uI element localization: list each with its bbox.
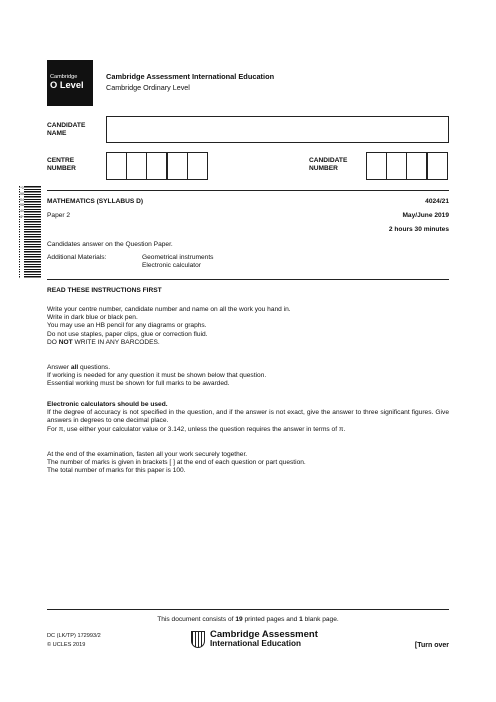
calculator-instructions — [47, 401, 449, 434]
logo-line-1: Cambridge — [50, 74, 78, 80]
cambridge-o-level-logo — [47, 60, 93, 106]
paper-number: Paper 2 — [47, 212, 71, 219]
qualification-name: Cambridge Ordinary Level — [106, 83, 190, 92]
exam-session: May/June 2019 — [402, 212, 449, 219]
candidate-digit-box[interactable] — [386, 152, 407, 180]
logo-line-2: O Level — [50, 80, 84, 91]
barcode-number: *0580498406* — [20, 186, 24, 279]
candidate-digit-box[interactable] — [366, 152, 387, 180]
candidate-number-boxes[interactable] — [366, 152, 448, 180]
cambridge-assessment-name: Cambridge Assessment — [210, 629, 318, 640]
material-item: Electronic calculator — [142, 262, 202, 270]
answer-on-paper-note: Candidates answer on the Question Paper. — [47, 241, 173, 248]
centre-digit-box[interactable] — [146, 152, 167, 180]
candidate-digit-box[interactable] — [406, 152, 427, 180]
cambridge-crest-icon — [191, 631, 205, 648]
centre-digit-box[interactable] — [167, 152, 188, 180]
candidate-digit-box[interactable] — [427, 152, 448, 180]
international-education-name: International Education — [210, 639, 301, 648]
document-reference: DC (LK/TP) 172993/2 — [47, 633, 101, 639]
instruction-line: If working is needed for any question it must be shown below that question. — [47, 372, 267, 380]
instructions-block-2 — [47, 364, 449, 389]
instruction-line: The total number of marks for this paper is 100. — [47, 467, 186, 475]
additional-materials-label: Additional Materials: — [47, 254, 107, 261]
turn-over-note: [Turn over — [414, 642, 449, 649]
paper-code: 4024/21 — [425, 198, 449, 205]
pi-instruction: For π, use either your calculator value or 3.142, unless the question requires the answer in terms of π. — [47, 425, 346, 433]
candidate-name-field[interactable] — [106, 116, 449, 143]
header-divider — [47, 190, 449, 191]
instruction-line: Write your centre number, candidate number and name on all the work you hand in. — [47, 306, 291, 313]
candidate-number-label: CANDIDATE NUMBER — [309, 157, 348, 173]
centre-digit-box[interactable] — [106, 152, 127, 180]
instruction-line: Write in dark blue or black pen. — [47, 314, 138, 322]
centre-digit-box[interactable] — [187, 152, 208, 180]
additional-materials-list — [142, 254, 213, 270]
instructions-heading: READ THESE INSTRUCTIONS FIRST — [47, 287, 162, 294]
exam-duration: 2 hours 30 minutes — [388, 226, 449, 233]
centre-number-label: CENTRE NUMBER — [47, 157, 76, 173]
material-item: Geometrical instruments — [142, 254, 214, 261]
footer-divider — [47, 609, 449, 610]
instruction-line: Do not use staples, paper clips, glue or correction fluid. — [47, 330, 208, 338]
instruction-line: Essential working must be shown for full marks to be awarded. — [47, 380, 230, 388]
instructions-block-3 — [47, 451, 449, 476]
calculator-heading: Electronic calculators should be used. — [47, 401, 168, 408]
instruction-line: You may use an HB pencil for any diagrams or graphs. — [47, 322, 207, 330]
candidate-name-label: CANDIDATE NAME — [47, 122, 86, 138]
instruction-line: DO NOT WRITE IN ANY BARCODES. — [47, 338, 160, 346]
instructions-block-1 — [47, 306, 449, 347]
centre-number-boxes[interactable] — [106, 152, 208, 180]
instruction-line: The number of marks is given in brackets [ ] at the end of each question or part question. — [47, 459, 306, 467]
page-count-note: This document consists of 19 printed pages and 1 blank page. — [157, 616, 339, 623]
centre-digit-box[interactable] — [126, 152, 147, 180]
subject-title: MATHEMATICS (SYLLABUS D) — [47, 198, 144, 205]
instruction-line: At the end of the examination, fasten all your work securely together. — [47, 451, 248, 458]
organisation-name: Cambridge Assessment International Education — [106, 72, 275, 81]
copyright-notice: © UCLES 2019 — [47, 642, 86, 648]
details-divider — [47, 279, 449, 280]
accuracy-instruction: If the degree of accuracy is not specified in the question, and if the answer is not exact, give the answer to three significant figures. Give answers in degrees to one decimal place. — [47, 409, 449, 425]
instruction-line: Answer all questions. — [47, 364, 111, 371]
